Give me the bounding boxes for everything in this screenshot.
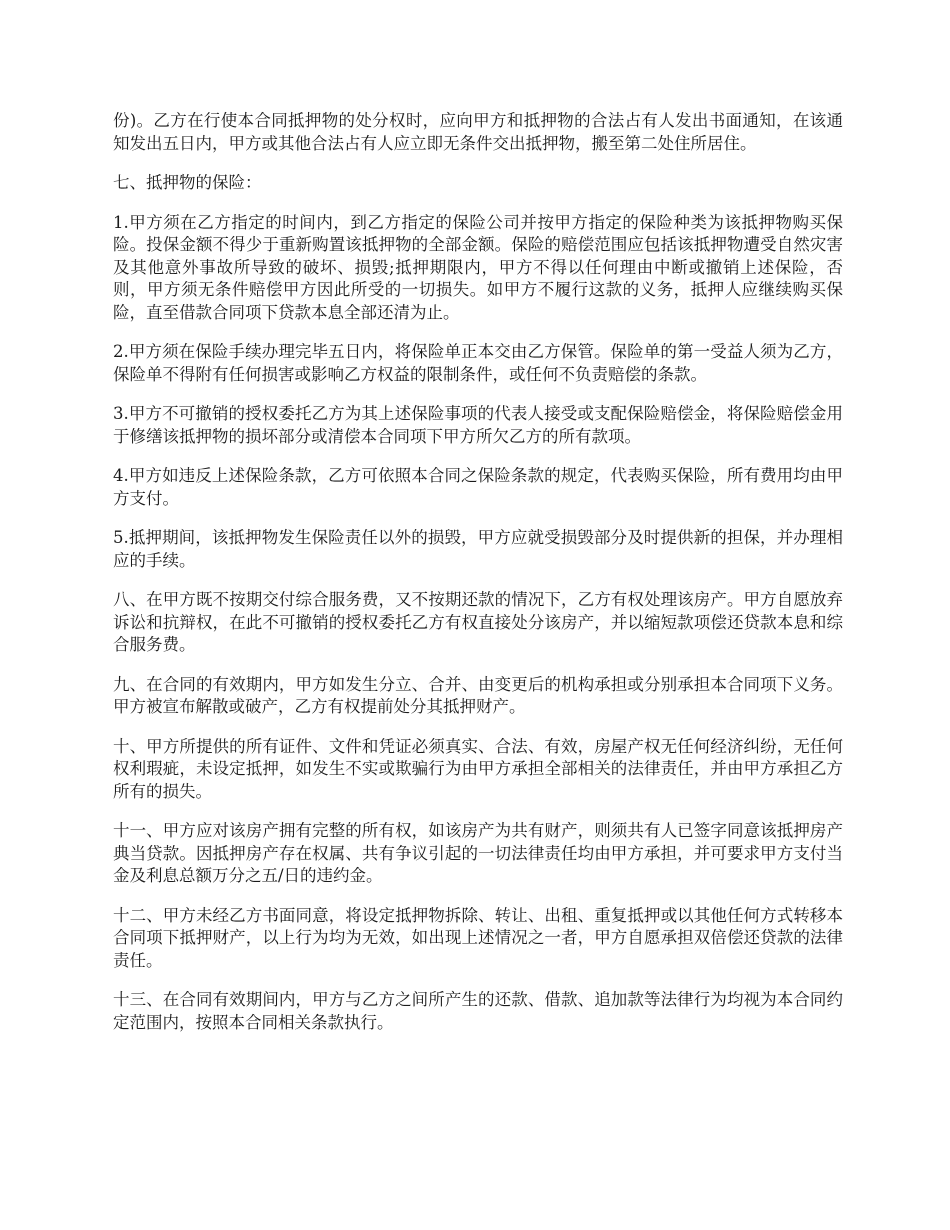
paragraph-insurance-1: 1.甲方须在乙方指定的时间内，到乙方指定的保险公司并按甲方指定的保险种类为该抵押物购买保险。投保金额不得少于重新购置该抵押物的全部金额。保险的赔偿范围应包括该抵押物遭受自然灾害及其他意外事故所导致的破坏、损毁;抵押期限内，甲方不得以任何理由中断或撤销上述保险，否则，甲方须无条件赔偿甲方因此所受的一切损失。如甲方不履行这款的义务，抵押人应继续购买保险，直至借款合同项下贷款本息全部还清为止。	[113, 212, 843, 322]
paragraph-section-13: 十三、在合同有效期间内，甲方与乙方之间所产生的还款、借款、追加款等法律行为均视为本合同约定范围内，按照本合同相关条款执行。	[113, 990, 843, 1032]
paragraph-disposal-continuation: 份)。乙方在行使本合同抵押物的处分权时，应向甲方和抵押物的合法占有人发出书面通知，在该通知发出五日内，甲方或其他合法占有人应立即无条件交出抵押物，搬至第二处住所居住。	[113, 111, 843, 153]
document-body	[113, 110, 843, 1051]
paragraph-section-12: 十二、甲方未经乙方书面同意，将设定抵押物拆除、转让、出租、重复抵押或以其他任何方式转移本合同项下抵押财产，以上行为均为无效，如出现上述情况之一者，甲方自愿承担双倍偿还贷款的法律责任。	[113, 905, 843, 970]
paragraph-insurance-5: 5.抵押期间，该抵押物发生保险责任以外的损毁，甲方应就受损毁部分及时提供新的担保，并办理相应的手续。	[113, 528, 843, 570]
section-heading-insurance: 七、抵押物的保险：	[113, 173, 262, 192]
paragraph-section-11: 十一、甲方应对该房产拥有完整的所有权，如该房产为共有财产，则须共有人已签字同意该抵押房产典当贷款。因抵押房产存在权属、共有争议引起的一切法律责任均由甲方承担，并可要求甲方支付当金及利息总额万分之五/日的违约金。	[113, 821, 843, 885]
paragraph-insurance-4: 4.甲方如违反上述保险条款，乙方可依照本合同之保险条款的规定，代表购买保险，所有费用均由甲方支付。	[113, 466, 843, 508]
paragraph-section-9: 九、在合同的有效期内，甲方如发生分立、合并、由变更后的机构承担或分别承担本合同项下义务。甲方被宣布解散或破产，乙方有权提前处分其抵押财产。	[113, 674, 843, 716]
paragraph-section-8: 八、在甲方既不按期交付综合服务费，又不按期还款的情况下，乙方有权处理该房产。甲方自愿放弃诉讼和抗辩权，在此不可撤销的授权委托乙方有权直接处分该房产，并以缩短款项偿还贷款本息和综合服务费。	[113, 590, 843, 654]
paragraph-section-10: 十、甲方所提供的所有证件、文件和凭证必须真实、合法、有效，房屋产权无任何经济纠纷，无任何权利瑕疵，未设定抵押，如发生不实或欺骗行为由甲方承担全部相关的法律责任，并由甲方承担乙方所有的损失。	[113, 736, 843, 801]
paragraph-insurance-3: 3.甲方不可撤销的授权委托乙方为其上述保险事项的代表人接受或支配保险赔偿金，将保险赔偿金用于修缮该抵押物的损坏部分或清偿本合同项下甲方所欠乙方的所有款项。	[113, 404, 843, 446]
paragraph-insurance-2: 2.甲方须在保险手续办理完毕五日内，将保险单正本交由乙方保管。保险单的第一受益人须为乙方，保险单不得附有任何损害或影响乙方权益的限制条件，或任何不负责赔偿的条款。	[113, 342, 843, 384]
